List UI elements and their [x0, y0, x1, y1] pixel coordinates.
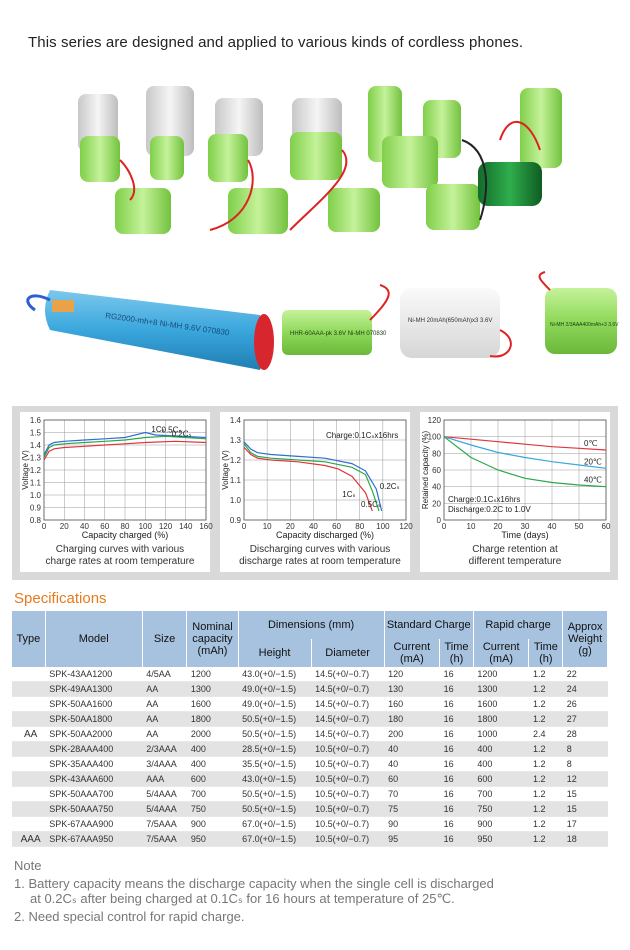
table-cell-st: 16	[440, 697, 474, 712]
green-pack	[208, 134, 248, 182]
header-size: Size	[142, 611, 187, 667]
green-pack	[150, 136, 184, 180]
y-tick-label: 20	[432, 499, 441, 509]
table-cell-type	[12, 757, 45, 772]
table-cell-w: 8	[563, 757, 608, 772]
y-axis-label: Retained capacity (%)	[421, 430, 430, 510]
table-cell-rt: 1.2	[529, 742, 563, 757]
table-cell-d: 10.5(+0/−0.7)	[311, 772, 384, 787]
table-cell-w: 15	[563, 802, 608, 817]
table-cell-type	[12, 802, 45, 817]
table-cell-size: AA	[142, 727, 187, 742]
dark-green-pack	[478, 162, 542, 206]
table-cell-model: SPK-49AA1300	[45, 682, 142, 697]
table-row	[12, 832, 608, 847]
table-cell-w: 24	[563, 682, 608, 697]
table-cell-sc: 180	[384, 712, 440, 727]
table-cell-rc: 950	[473, 832, 529, 847]
header-rapid-current: Current (mA)	[473, 639, 529, 667]
x-tick-label: 50	[574, 522, 584, 531]
note-2: 2. Need special control for rapid charge.	[14, 909, 245, 924]
table-cell-rc: 400	[473, 757, 529, 772]
table-cell-rc: 1000	[473, 727, 529, 742]
table-cell-rc: 900	[473, 817, 529, 832]
table-cell-type	[12, 682, 45, 697]
table-cell-size: AAA	[142, 772, 187, 787]
header-weight: Approx Weight (g)	[563, 611, 608, 667]
caption-line: different temperature	[468, 556, 562, 567]
table-cell-cap: 400	[187, 757, 238, 772]
green-pack	[328, 188, 380, 232]
table-row	[12, 787, 608, 802]
table-cell-w: 26	[563, 697, 608, 712]
y-tick-label: 100	[427, 432, 441, 442]
table-cell-rc: 1300	[473, 682, 529, 697]
table-row	[12, 742, 608, 757]
table-cell-cap: 700	[187, 787, 238, 802]
x-tick-label: 10	[262, 522, 272, 531]
table-cell-sc: 200	[384, 727, 440, 742]
table-cell-cap: 1200	[187, 667, 238, 682]
table-cell-model: SPK-50AA1800	[45, 712, 142, 727]
table-row	[12, 772, 608, 787]
header-type: Type	[12, 611, 45, 667]
y-tick-label: 1.5	[29, 428, 41, 438]
green-3cell-pack	[545, 288, 617, 354]
table-cell-d: 10.5(+0/−0.7)	[311, 817, 384, 832]
table-cell-h: 50.5(+0/−1.5)	[238, 802, 311, 817]
table-cell-type	[12, 772, 45, 787]
table-row	[12, 697, 608, 712]
table-cell-model: SPK-50AAA750	[45, 802, 142, 817]
green-pack-label: HHR-60AAA-pk 3.6V Ni-MH 070830	[290, 331, 387, 337]
table-cell-st: 16	[440, 742, 474, 757]
y-tick-label: 0.8	[29, 516, 41, 525]
table-cell-type: AAA	[12, 832, 45, 847]
table-cell-d: 14.5(+0/−0.7)	[311, 682, 384, 697]
blue-long-pack	[45, 290, 266, 370]
series-label: 0.2Cₛ	[171, 429, 192, 439]
table-cell-size: 3/4AAA	[142, 757, 187, 772]
charging-chart-caption	[20, 544, 220, 568]
connector	[52, 300, 74, 312]
table-cell-st: 16	[440, 772, 474, 787]
table-cell-rt: 1.2	[529, 697, 563, 712]
table-cell-st: 16	[440, 757, 474, 772]
green-3cell-label: Ni-MH 2/3AAA400mAh+3 3.6V	[550, 322, 619, 328]
x-axis-label: Capacity charged (%)	[81, 530, 169, 540]
table-cell-rt: 1.2	[529, 772, 563, 787]
x-tick-label: 0	[441, 522, 447, 531]
header-height: Height	[238, 639, 311, 667]
table-row	[12, 727, 608, 742]
intro-text: This series are designed and applied to various kinds of cordless phones.	[28, 34, 524, 51]
table-cell-st: 16	[440, 787, 474, 802]
green-pack	[228, 188, 288, 234]
table-cell-w: 15	[563, 787, 608, 802]
table-cell-sc: 90	[384, 817, 440, 832]
caption-line: charge rates at room temperature	[45, 556, 195, 567]
large-packs-svg	[10, 270, 625, 390]
y-axis-label: Voltage (V)	[21, 450, 30, 490]
table-cell-rt: 1.2	[529, 712, 563, 727]
table-cell-sc: 95	[384, 832, 440, 847]
table-cell-d: 10.5(+0/−0.7)	[311, 757, 384, 772]
y-tick-label: 1.4	[229, 416, 241, 425]
table-cell-h: 43.0(+0/−1.5)	[238, 772, 311, 787]
x-tick-label: 10	[466, 522, 476, 531]
table-cell-d: 14.5(+0/−0.7)	[311, 727, 384, 742]
table-cell-model: SPK-43AA1200	[45, 667, 142, 682]
y-axis-label: Voltage (V)	[221, 450, 230, 490]
green-pack	[290, 132, 342, 180]
table-cell-rc: 600	[473, 772, 529, 787]
table-cell-st: 16	[440, 682, 474, 697]
green-pack	[382, 136, 438, 188]
table-cell-sc: 75	[384, 802, 440, 817]
x-tick-label: 40	[547, 522, 557, 531]
table-cell-cap: 600	[187, 772, 238, 787]
y-tick-label: 1.4	[29, 441, 41, 450]
header-nominal-capacity: Nominal capacity (mAh)	[187, 611, 238, 667]
table-cell-model: SPK-28AAA400	[45, 742, 142, 757]
green-pack	[426, 184, 480, 230]
lead-wire	[370, 285, 389, 320]
table-cell-sc: 160	[384, 697, 440, 712]
x-tick-label: 20	[285, 522, 295, 531]
y-tick-label: 1.2	[29, 466, 41, 475]
table-cell-d: 14.5(+0/−0.7)	[311, 712, 384, 727]
white-pack-label: Ni-MH 20mAh(650mAh)x3 3.6V	[408, 318, 493, 324]
table-cell-st: 16	[440, 817, 474, 832]
table-cell-rt: 1.2	[529, 817, 563, 832]
table-cell-cap: 1800	[187, 712, 238, 727]
y-tick-label: 1.1	[229, 476, 241, 485]
table-cell-h: 43.0(+0/−1.5)	[238, 667, 311, 682]
table-cell-h: 49.0(+0/−1.5)	[238, 682, 311, 697]
table-cell-cap: 900	[187, 817, 238, 832]
series-label: 0.5Cₛ	[161, 425, 182, 435]
table-cell-rt: 1.2	[529, 832, 563, 847]
y-tick-label: 60	[432, 466, 441, 475]
blue-pack-end	[254, 314, 274, 370]
table-cell-w: 28	[563, 727, 608, 742]
y-tick-label: 1.0	[29, 491, 41, 500]
table-cell-model: SPK-67AAA950	[45, 832, 142, 847]
x-tick-label: 100	[138, 522, 152, 531]
table-cell-st: 16	[440, 802, 474, 817]
x-axis-label: Capacity discharged (%)	[275, 530, 375, 540]
x-tick-label: 140	[179, 522, 193, 531]
x-tick-label: 80	[120, 522, 130, 531]
table-row	[12, 667, 608, 682]
table-cell-rt: 1.2	[529, 757, 563, 772]
caption-line: discharge rates at room temperature	[239, 556, 401, 567]
table-cell-d: 14.5(+0/−0.7)	[311, 667, 384, 682]
x-tick-label: 120	[158, 522, 173, 531]
table-cell-type	[12, 697, 45, 712]
table-cell-size: 2/3AAA	[142, 742, 187, 757]
table-cell-size: AA	[142, 712, 187, 727]
green-pack	[115, 188, 171, 234]
table-cell-d: 10.5(+0/−0.7)	[311, 832, 384, 847]
battery-packs-photo	[60, 80, 580, 250]
table-cell-size: 4/5AA	[142, 667, 187, 682]
caption-line: Charging curves with various	[55, 544, 185, 555]
table-cell-rc: 1600	[473, 697, 529, 712]
series-label: 0.5Cₛ	[361, 499, 381, 509]
y-tick-label: 1.2	[229, 456, 241, 465]
x-tick-label: 20	[59, 522, 69, 531]
table-cell-rt: 1.2	[529, 667, 563, 682]
caption-line: Discharging curves with various	[249, 544, 391, 555]
table-cell-h: 28.5(+0/−1.5)	[238, 742, 311, 757]
x-tick-label: 40	[80, 522, 89, 531]
battery-collage-svg	[60, 80, 580, 250]
table-cell-sc: 40	[384, 742, 440, 757]
x-tick-label: 20	[493, 522, 503, 531]
y-tick-label: 1.6	[29, 416, 41, 425]
green-pack	[80, 136, 120, 182]
table-cell-st: 16	[440, 727, 474, 742]
table-cell-h: 50.5(+0/−1.5)	[238, 787, 311, 802]
table-cell-w: 8	[563, 742, 608, 757]
table-cell-d: 10.5(+0/−0.7)	[311, 742, 384, 757]
table-cell-sc: 60	[384, 772, 440, 787]
table-cell-h: 67.0(+0/−1.5)	[238, 832, 311, 847]
header-rapid-charge: Rapid charge	[473, 611, 562, 639]
table-cell-type	[12, 742, 45, 757]
table-cell-sc: 120	[384, 667, 440, 682]
table-cell-h: 49.0(+0/−1.5)	[238, 697, 311, 712]
table-cell-model: SPK-67AAA900	[45, 817, 142, 832]
series-label: 1Cₛ	[342, 489, 356, 499]
series-label: 0.2Cₛ	[379, 481, 400, 491]
large-packs-photo	[10, 270, 625, 390]
table-cell-rt: 1.2	[529, 802, 563, 817]
table-cell-rc: 1800	[473, 712, 529, 727]
table-cell-size: 5/4AAA	[142, 802, 187, 817]
y-tick-label: 0.9	[229, 516, 241, 525]
y-tick-label: 1.3	[229, 436, 241, 445]
table-row	[12, 817, 608, 832]
table-cell-w: 22	[563, 667, 608, 682]
specifications-body	[12, 667, 608, 847]
blue-pack-label: RG2000-mh+8 Ni-MH 9.6V 070830	[104, 311, 230, 338]
table-row	[12, 757, 608, 772]
table-cell-w: 12	[563, 772, 608, 787]
table-cell-model: SPK-50AA1600	[45, 697, 142, 712]
y-tick-label: 1.1	[29, 478, 41, 488]
series-label: 1Cₛ	[151, 425, 165, 434]
header-std-time: Time (h)	[440, 639, 474, 667]
table-cell-cap: 400	[187, 742, 238, 757]
table-cell-size: AA	[142, 697, 187, 712]
x-tick-label: 40	[308, 522, 318, 531]
table-cell-d: 10.5(+0/−0.7)	[311, 802, 384, 817]
table-cell-h: 35.5(+0/−1.5)	[238, 757, 311, 772]
table-cell-rc: 400	[473, 742, 529, 757]
table-cell-type	[12, 712, 45, 727]
chart-annotation: Charge:0.1Cₛx16hrs	[448, 495, 521, 504]
header-diameter: Diameter	[311, 639, 384, 667]
header-standard-charge: Standard Charge	[384, 611, 473, 639]
table-cell-sc: 40	[384, 757, 440, 772]
table-cell-cap: 750	[187, 802, 238, 817]
x-tick-label: 160	[199, 522, 213, 531]
header-dimensions: Dimensions (mm)	[238, 611, 384, 639]
table-cell-rt: 1.2	[529, 682, 563, 697]
caption-line: Charge retention at	[472, 544, 558, 555]
retention-chart-caption	[420, 544, 610, 568]
table-cell-type	[12, 667, 45, 682]
table-cell-sc: 70	[384, 787, 440, 802]
table-cell-w: 27	[563, 712, 608, 727]
x-tick-label: 100	[376, 522, 390, 531]
specifications-title: Specifications	[14, 590, 107, 607]
table-cell-size: 5/4AAA	[142, 787, 187, 802]
table-cell-model: SPK-35AAA400	[45, 757, 142, 772]
series-label: 40℃	[584, 475, 602, 485]
header-model: Model	[45, 611, 142, 667]
y-tick-label: 80	[432, 449, 441, 459]
note-1-continued: at 0.2Cₛ after being charged at 0.1Cₛ for 16 hours at temperature of 25℃.	[30, 891, 455, 906]
table-cell-st: 16	[440, 667, 474, 682]
x-tick-label: 120	[399, 522, 413, 531]
table-cell-sc: 130	[384, 682, 440, 697]
lead-wire	[540, 272, 550, 290]
table-cell-rc: 750	[473, 802, 529, 817]
green-pack	[520, 88, 562, 168]
table-cell-w: 17	[563, 817, 608, 832]
note-heading: Note	[14, 858, 42, 873]
table-cell-d: 14.5(+0/−0.7)	[311, 697, 384, 712]
table-cell-model: SPK-50AAA700	[45, 787, 142, 802]
table-cell-d: 10.5(+0/−0.7)	[311, 787, 384, 802]
y-tick-label: 40	[432, 482, 441, 492]
table-cell-type: AA	[12, 727, 45, 742]
x-tick-label: 0	[41, 522, 47, 531]
y-tick-label: 1.0	[229, 496, 241, 505]
x-tick-label: 60	[601, 522, 611, 531]
table-cell-size: 7/5AAA	[142, 832, 187, 847]
table-cell-h: 50.5(+0/−1.5)	[238, 712, 311, 727]
table-cell-rt: 1.2	[529, 787, 563, 802]
y-tick-label: 120	[427, 416, 441, 425]
table-cell-model: SPK-50AA2000	[45, 727, 142, 742]
table-cell-st: 16	[440, 712, 474, 727]
table-row	[12, 682, 608, 697]
table-cell-h: 50.5(+0/−1.5)	[238, 727, 311, 742]
x-tick-label: 80	[355, 522, 365, 531]
y-tick-label: 0	[436, 516, 441, 525]
x-tick-label: 60	[100, 522, 110, 531]
table-cell-h: 67.0(+0/−1.5)	[238, 817, 311, 832]
x-tick-label: 60	[332, 522, 342, 531]
table-cell-w: 18	[563, 832, 608, 847]
y-tick-label: 0.9	[29, 503, 41, 513]
chart-annotation: Discharge:0.2C to 1.0V	[448, 505, 531, 514]
header-std-current: Current (mA)	[384, 639, 440, 667]
table-row	[12, 802, 608, 817]
table-cell-cap: 2000	[187, 727, 238, 742]
table-cell-type	[12, 817, 45, 832]
series-label: 20℃	[584, 457, 602, 467]
table-cell-cap: 1600	[187, 697, 238, 712]
table-cell-type	[12, 787, 45, 802]
y-tick-label: 1.3	[29, 453, 41, 463]
note-1: 1. Battery capacity means the discharge capacity when the single cell is discharged	[14, 876, 494, 891]
table-cell-size: AA	[142, 682, 187, 697]
specifications-table	[12, 611, 608, 847]
chart-annotation: Charge:0.1Cₛx16hrs	[326, 431, 399, 440]
series-label: 0℃	[584, 439, 598, 448]
table-cell-cap: 950	[187, 832, 238, 847]
table-cell-rc: 700	[473, 787, 529, 802]
x-tick-label: 0	[241, 522, 247, 531]
x-tick-label: 30	[520, 522, 530, 531]
table-cell-rc: 1200	[473, 667, 529, 682]
discharging-chart-caption	[220, 544, 420, 568]
table-cell-cap: 1300	[187, 682, 238, 697]
table-cell-rt: 2.4	[529, 727, 563, 742]
table-cell-model: SPK-43AAA600	[45, 772, 142, 787]
table-row	[12, 712, 608, 727]
table-cell-st: 16	[440, 832, 474, 847]
x-axis-label: Time (days)	[501, 530, 549, 540]
table-cell-size: 7/5AAA	[142, 817, 187, 832]
header-rapid-time: Time (h)	[529, 639, 563, 667]
